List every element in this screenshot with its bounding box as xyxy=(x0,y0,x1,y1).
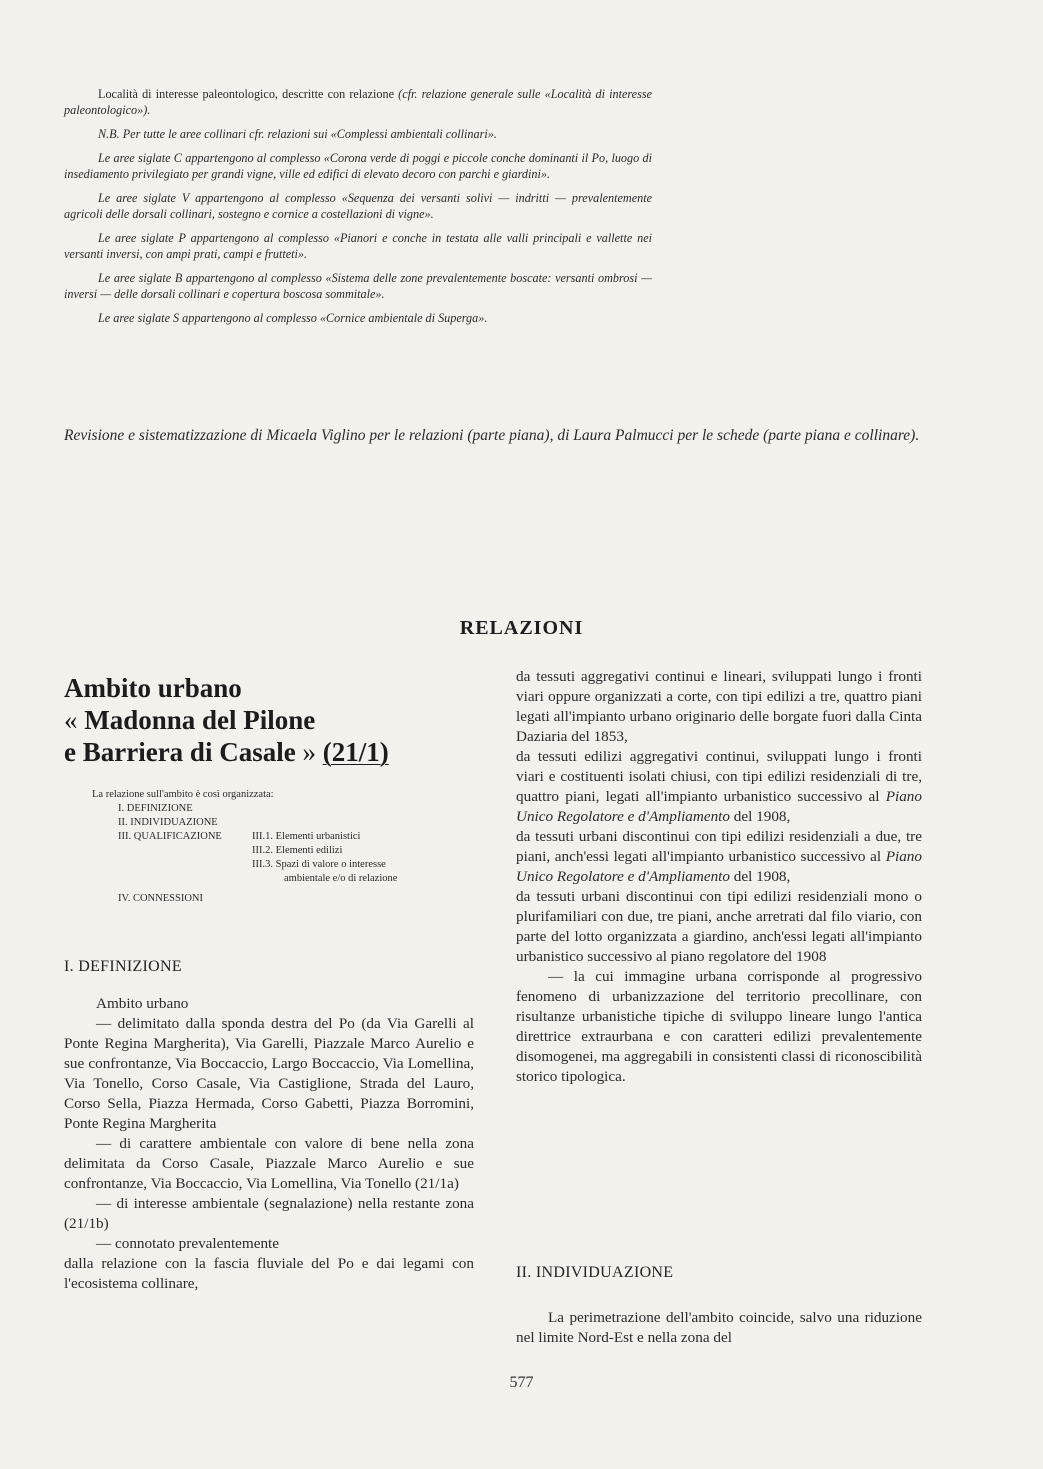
table-of-contents xyxy=(92,788,452,906)
note-intro-italic: (cfr. relazione generale sulle «Località di interesse paleontologico»). xyxy=(64,87,652,117)
def-paragraph-3: — di interesse ambientale (segnalazione) nella restante zona (21/1b) xyxy=(64,1195,474,1232)
definition-section xyxy=(64,958,474,1294)
piano-regolatore-title: Piano Unico Regolatore e d'Ampliamento xyxy=(516,848,922,885)
right-paragraph-3-end: del 1908, xyxy=(733,868,791,885)
note-s: Le aree siglate S appartengono al complesso «Cornice ambientale di Superga». xyxy=(98,311,488,325)
page-number: 577 xyxy=(509,1374,534,1391)
ambito-label: Ambito urbano xyxy=(96,995,189,1012)
show-through-text xyxy=(700,86,1000,606)
main-title-line2-text: Madonna del Pilone xyxy=(84,705,316,735)
close-quote: » xyxy=(302,737,316,767)
note-intro xyxy=(64,86,652,118)
toc-item-iv: IV. CONNESSIONI xyxy=(118,893,203,904)
left-column xyxy=(64,672,474,1292)
individuazione-paragraph: La perimetrazione dell'ambito coincide, salvo una riduzione nel limite Nord-Est e nella zona del xyxy=(516,1309,922,1346)
note-v: Le aree siglate V appartengono al complesso «Sequenza dei versanti solivi — indritti — prevalentemente agricoli delle dorsali collinari, sostegno e cornice a costellazioni di vigne». xyxy=(64,191,652,221)
revision-credit: Revisione e sistematizzazione di Micaela Viglino per le relazioni (parte piana), di Laura Palmucci per le schede (parte piana e collinare). xyxy=(64,427,920,444)
definition-body xyxy=(64,994,474,1294)
right-column xyxy=(516,667,922,1346)
toc-intro-text: La relazione sull'ambito è così organizzata: xyxy=(92,789,274,800)
main-title-line3-text: e Barriera di Casale xyxy=(64,737,296,767)
section-title: RELAZIONI xyxy=(459,617,584,639)
individuazione-body xyxy=(516,1308,922,1348)
notes-block xyxy=(64,86,652,334)
def-paragraph-5: dalla relazione con la fascia fluviale del Po e dai legami con l'ecosistema collinare, xyxy=(64,1255,474,1292)
toc-item xyxy=(92,892,452,906)
ambito-code: (21/1) xyxy=(322,737,389,767)
toc-item-iii-2: III.2. Elementi edilizi xyxy=(252,845,343,856)
main-title-line3 xyxy=(64,736,474,768)
main-title-line1: Ambito urbano xyxy=(64,673,242,703)
note-b: Le aree siglate B appartengono al complesso «Sistema delle zone prevalentemente boscate: versanti ombrosi — inversi — delle dorsali collinari e copertura boscosa sommitale». xyxy=(64,271,652,301)
right-paragraph-4: da tessuti urbani discontinui con tipi edilizi residenziali mono o plurifamiliari con due, tre piani, anche arretrati dal filo viario, con parte del lotto organizzata a giardino, anch'essi legati all'impianto urbanistico successivo al piano regolatore del 1908 xyxy=(516,888,922,965)
note-intro-text: Località di interesse paleontologico, descritte con relazione xyxy=(98,87,394,101)
toc-item xyxy=(92,816,452,830)
main-title-line2 xyxy=(64,704,474,736)
toc-item xyxy=(92,802,452,816)
right-body xyxy=(516,667,922,1087)
toc-item xyxy=(92,872,452,886)
heading-definizione: I. DEFINIZIONE xyxy=(64,958,182,975)
open-quote: « xyxy=(64,705,78,735)
right-paragraph-5: — la cui immagine urbana corrisponde al progressivo fenomeno di urbanizzazione del territorio precollinare, con risultanze urbanistiche tipiche di sviluppo lineare lungo l'antica direttrice extraurbana e con caratteri edilizi prevalentemente disomogenei, ma aggregabili in consistenti classi di riconoscibilità storico tipologica. xyxy=(516,968,922,1085)
right-paragraph-1: da tessuti aggregativi continui e lineari, sviluppati lungo i fronti viari oppure organizzati a corte, con tipi edilizi a tre, quattro piani legati all'impianto urbano originario delle borgate fuori dalla Cinta Daziaria del 1853, xyxy=(516,668,922,745)
toc-item xyxy=(92,858,452,872)
toc-item-ii: II. INDIVIDUAZIONE xyxy=(118,817,218,828)
toc-item xyxy=(92,830,452,844)
heading-individuazione: II. INDIVIDUAZIONE xyxy=(516,1264,674,1281)
right-paragraph-3 xyxy=(516,827,922,887)
right-paragraph-2-end: del 1908, xyxy=(733,808,791,825)
def-paragraph-2: — di carattere ambientale con valore di bene nella zona delimitata da Corso Casale, Piazzale Marco Aurelio e sue confrontanze, Via Boccaccio, Via Lomellina, Via Tonello (21/1a) xyxy=(64,1135,474,1192)
right-paragraph-2 xyxy=(516,747,922,827)
note-p: Le aree siglate P appartengono al complesso «Pianori e conche in testata alle valli principali e vallette nei versanti inversi, con ampi prati, campi e frutteti». xyxy=(64,231,652,261)
def-paragraph-4: — connotato prevalentemente xyxy=(96,1235,280,1252)
piano-regolatore-title: Piano Unico Regolatore e d'Ampliamento xyxy=(516,788,922,825)
def-paragraph-1: — delimitato dalla sponda destra del Po (da Via Garelli al Ponte Regina Margherita), Via Garelli, Piazzale Marco Aurelio e sue confrontanze, Via Boccaccio, Largo Boccaccio, Via Lomellina, Via Tonello, Corso Casale, Via Castiglione, Strada del Lauro, Corso Sella, Piazza Hermada, Corso Gabetti, Piazza Borromini, Ponte Regina Margherita xyxy=(64,1015,474,1132)
toc-item-iii-1: III.1. Elementi urbanistici xyxy=(252,831,361,842)
toc-item xyxy=(92,844,452,858)
toc-item-iii: III. QUALIFICAZIONE xyxy=(118,831,222,842)
note-c: Le aree siglate C appartengono al complesso «Corona verde di poggi e piccole conche dominanti il Po, luogo di insediamento privilegiato per grandi vigne, ville ed edifici di elevato decoro con parchi e giardini». xyxy=(64,151,652,181)
toc-intro xyxy=(92,788,452,802)
main-title xyxy=(64,672,474,768)
note-nb: N.B. Per tutte le aree collinari cfr. relazioni sui «Complessi ambientali collinari». xyxy=(98,127,497,141)
toc-item-iii-3: III.3. Spazi di valore o interesse xyxy=(252,859,386,870)
right-paragraph-2-text: da tessuti edilizi aggregativi continui, sviluppati lungo i fronti viari e costituenti isolati chiusi, con tipi edilizi residenziali di tre, quattro piani, legati all'impianto urbanistico successivo al xyxy=(516,748,922,805)
toc-item-iii-3-cont: ambientale e/o di relazione xyxy=(284,873,398,884)
toc-item-i: I. DEFINIZIONE xyxy=(118,803,193,814)
right-paragraph-3-text: da tessuti urbani discontinui con tipi edilizi residenziali a due, tre piani, anch'essi legati all'impianto urbanistico successivo al xyxy=(516,828,922,865)
